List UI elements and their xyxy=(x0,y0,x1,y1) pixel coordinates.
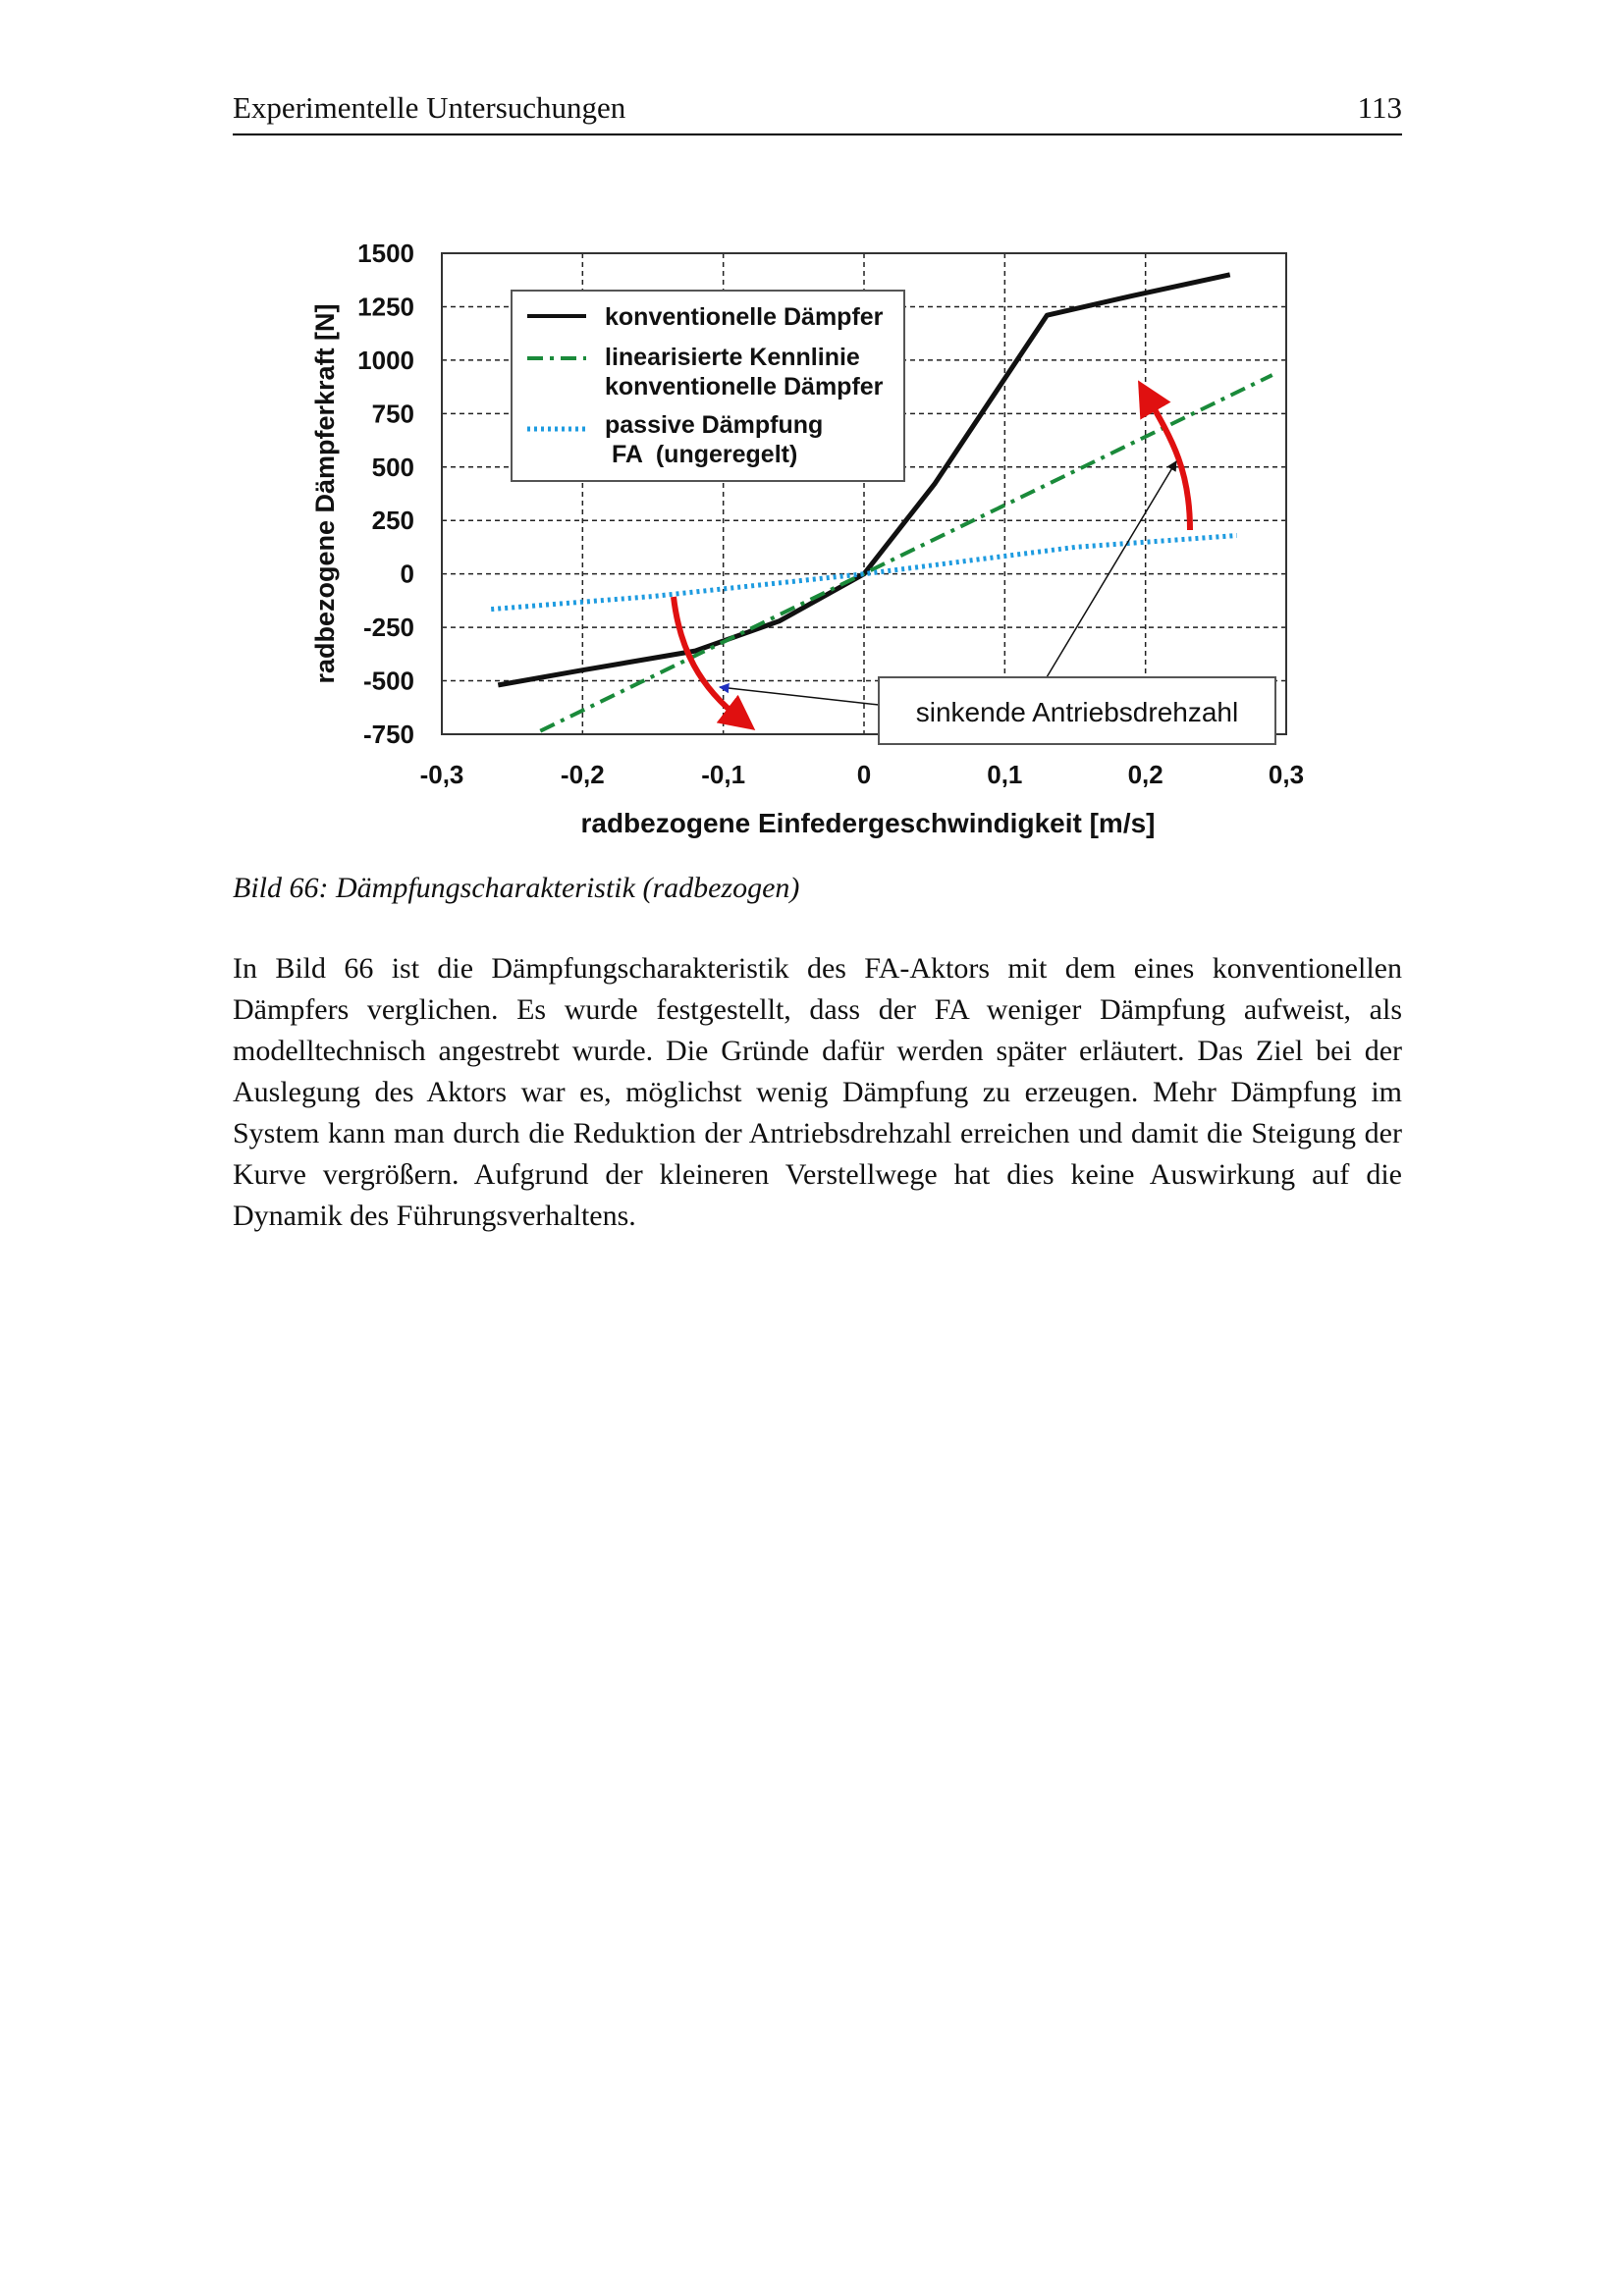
y-tick-label: -250 xyxy=(362,613,414,643)
legend-label-conventional: konventionelle Dämpfer xyxy=(605,303,884,331)
x-tick-label: -0,3 xyxy=(419,760,464,789)
body-paragraph: In Bild 66 ist die Dämpfungscharakteristik des FA-Aktors mit dem eines konventionellen Dämpfers verglichen. Es wurde festgestellt, dass der FA weniger Dämpfung aufweist, als modelltechnisch angestrebt wurde. Die Gründe dafür werden später erläutert. Das Ziel bei der Auslegung des Aktors war es, möglichst wenig Dämpfung zu erzeugen. Mehr Dämpfung im System kann man durch die Reduktion der Antriebsdrehzahl erreichen und damit die Steigung der Kurve vergrößern. Aufgrund der kleineren Verstellwege hat dies keine Auswirkung auf die Dynamik des Führungsverhaltens. xyxy=(233,952,1402,1232)
x-tick-label: -0,2 xyxy=(560,760,605,789)
annotation-text: sinkende Antriebsdrehzahl xyxy=(915,697,1239,727)
y-tick-label: 750 xyxy=(371,399,414,429)
x-tick-label: 0,3 xyxy=(1268,760,1305,789)
legend-label-linearized: linearisierte Kennlinie konventionelle Dämpfer xyxy=(605,344,884,400)
legend xyxy=(512,291,904,481)
annotation-pointer-upper xyxy=(1047,461,1176,677)
x-tick-label: 0,2 xyxy=(1127,760,1163,789)
red-arrow-left xyxy=(674,597,741,720)
y-tick-label: -500 xyxy=(362,666,414,696)
y-tick-label: -750 xyxy=(362,720,414,749)
y-tick-label: 1250 xyxy=(357,292,414,322)
legend-label-passive: passive Dämpfung FA (ungeregelt) xyxy=(605,411,824,468)
y-tick-labels xyxy=(357,239,414,749)
figure-caption: Bild 66: Dämpfungscharakteristik (radbezogen) xyxy=(233,872,800,904)
x-tick-label: 0 xyxy=(856,760,872,789)
x-tick-labels xyxy=(420,760,1304,789)
body-text xyxy=(233,948,1402,1237)
y-tick-label: 250 xyxy=(371,506,414,536)
annotation-pointer-lower xyxy=(720,687,879,705)
y-tick-label: 500 xyxy=(371,452,414,482)
x-tick-label: 0,1 xyxy=(987,760,1023,789)
y-tick-label: 0 xyxy=(400,559,414,589)
red-arrow-right xyxy=(1147,396,1190,530)
x-axis-label: radbezogene Einfedergeschwindigkeit [m/s] xyxy=(580,808,1156,838)
y-tick-label: 1000 xyxy=(357,345,414,375)
y-axis-label: radbezogene Dämpferkraft [N] xyxy=(310,303,340,684)
y-tick-label: 1500 xyxy=(357,239,414,268)
x-tick-label: -0,1 xyxy=(701,760,746,789)
running-title: Experimentelle Untersuchungen xyxy=(233,90,626,125)
damping-chart xyxy=(0,0,1623,864)
page-number: 113 xyxy=(1357,90,1402,125)
